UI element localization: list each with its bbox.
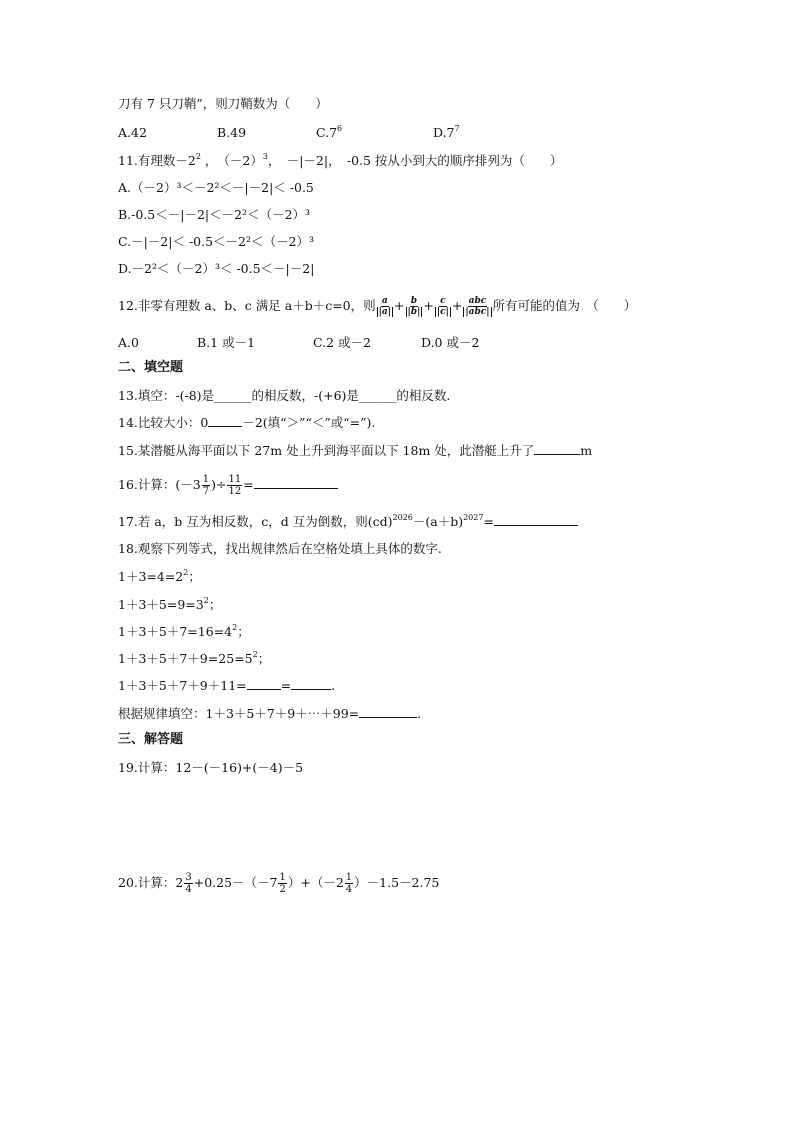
q10-option-a: A.42 <box>118 125 147 140</box>
answer-blank[interactable] <box>534 443 580 455</box>
answer-blank[interactable] <box>359 706 417 718</box>
section-heading-fill-in: 二、填空题 <box>118 360 184 375</box>
q18-title: 18.观察下列等式，找出规律然后在空格处填上具体的数字. <box>118 541 442 556</box>
fraction-c-over-abs-c: $\frac{c}{|c|}$ <box>436 296 449 317</box>
answer-blank[interactable] <box>208 415 242 427</box>
q10-option-b: B.49 <box>217 125 247 140</box>
answer-blank[interactable] <box>291 678 331 690</box>
q12-option-d: D.0 或－2 <box>421 335 480 350</box>
answer-blank[interactable] <box>494 514 578 526</box>
q19: 19.计算：12－(－16)+(－4)－5 <box>118 760 304 775</box>
fraction-b-over-abs-b: $\frac{b}{|b|}$ <box>407 296 421 317</box>
fraction-a-over-abs-a: $\frac{a}{|a|}$ <box>378 296 392 317</box>
q12-option-a: A.0 <box>118 335 139 350</box>
q10-option-c: $C.7^6$ <box>316 124 343 140</box>
answer-blank[interactable] <box>254 477 338 489</box>
fraction-one-quarter: $\frac{1}{4}$ <box>345 872 353 895</box>
q16: 16.计算：(－3 $\frac{1}{7}$ )÷ $\frac{11}{12}$ = <box>118 474 338 497</box>
q13: 13.填空：-(-8)是______的相反数，-(+6)是______的相反数. <box>118 388 451 403</box>
answer-blank[interactable] <box>247 678 281 690</box>
q11-option-a: A.（－2）³＜－2²＜－|－2|＜ -0.5 <box>118 180 314 195</box>
q18-equation-3: $1+3+5+7=16=4^2$； <box>118 623 250 639</box>
q11-option-b: B.-0.5＜－|－2|＜－2²＜（－2）³ <box>118 207 311 222</box>
q10-option-d: $D.7^7$ <box>433 124 460 140</box>
q18-equation-1: $1+3=4=2^2$； <box>118 568 201 584</box>
fraction-eleven-twelfths: $\frac{11}{12}$ <box>228 474 242 497</box>
q11-option-c: C.－|－2|＜ -0.5＜－2²＜（－2）³ <box>118 234 314 249</box>
fraction-one-seventh: $\frac{1}{7}$ <box>202 474 210 497</box>
q14: 14.比较大小：0 －2(填“＞”“＜”或“=”). <box>118 415 376 430</box>
q12-stem: 12.非零有理数 a、b、c 满足 a＋b＋c=0，则 $\frac{a}{|a|}$ + $\frac{b}{|b|}$ + $\frac{c}{|c|}$ + $\frac{\text{abc}}{\text{|abc|}}$ 所有可能的值为 （ ） <box>118 296 637 317</box>
fraction-one-half: $\frac{1}{2}$ <box>279 872 286 895</box>
q15: 15.某潜艇从海平面以下 27m 处上升到海平面以下 18m 处，此潜艇上升了 m <box>118 443 593 458</box>
fraction-three-quarters: $\frac{3}{4}$ <box>185 872 192 895</box>
q20: 20.计算：2 $\frac{3}{4}$ +0.25－（－7 $\frac{1}{2}$ ）+（－2 $\frac{1}{4}$ ）－1.5－2.75 <box>118 872 440 895</box>
q12-option-b: B.1 或－1 <box>197 335 256 350</box>
q11-option-d: D.－2²＜（－2）³＜ -0.5＜－|－2| <box>118 261 315 276</box>
q17: 17.若 a，b 互为相反数，c，d 互为倒数，则$(cd)^{2026}-(a+b)^{2027}=$ <box>118 514 578 530</box>
q10-stem: 刀有 7 只刀鞘”，则刀鞘数为（ ） <box>118 96 328 111</box>
q18-rule: 根据规律填空：1＋3＋5＋7＋9＋⋯＋99= . <box>118 706 422 721</box>
section-heading-solve: 三、解答题 <box>118 732 184 747</box>
q12-option-c: C.2 或－2 <box>313 335 371 350</box>
q18-equation-4: $1+3+5+7+9=25=5^2$； <box>118 650 271 666</box>
fraction-abc-over-abs-abc: $\frac{\text{abc}}{\text{|abc|}}$ <box>465 296 490 317</box>
q11-stem: 11.有理数$-2^2$ ， $(-2)^3$， －|－2|， -0.5 按从小到大的顺序排列为（ ） <box>118 152 563 168</box>
q18-equation-5: 1＋3＋5＋7＋9＋11= = . <box>118 678 336 693</box>
q18-equation-2: $1+3+5=9=3^2$； <box>118 596 222 612</box>
